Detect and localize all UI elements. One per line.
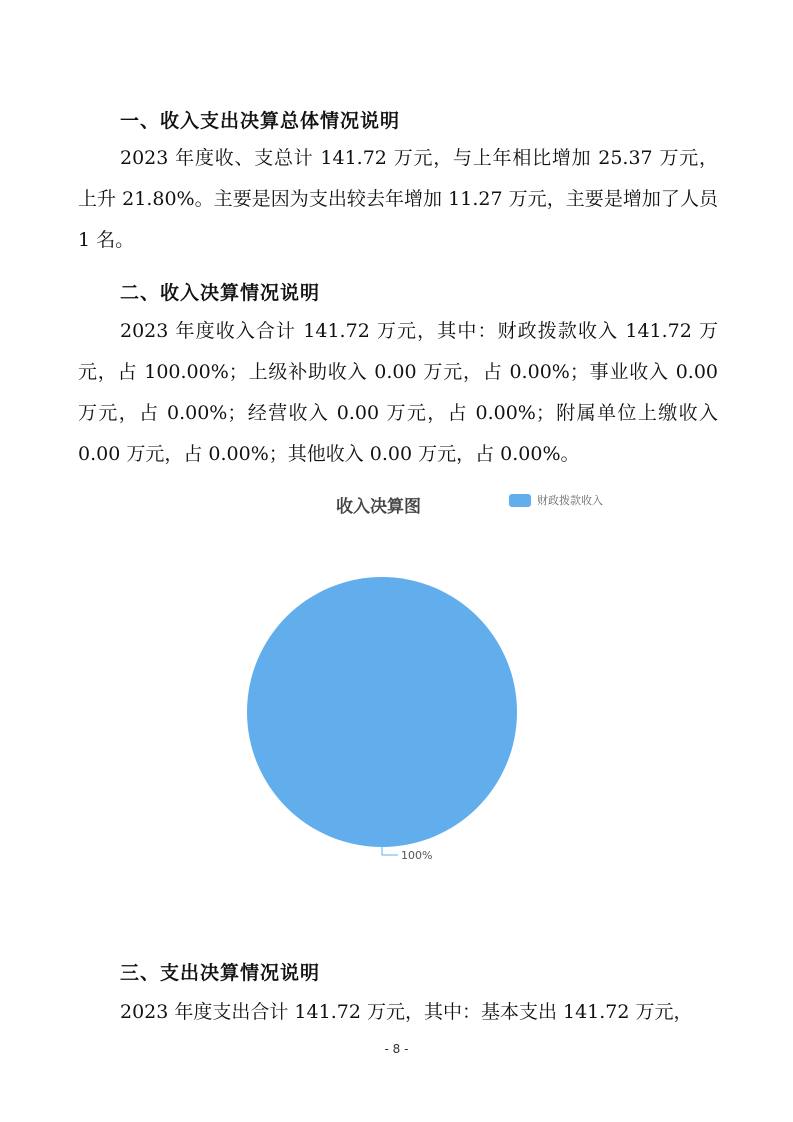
- section1-paragraph: 2023 年度收、支总计 141.72 万元，与上年相比增加 25.37 万元，上升 21.80%。主要是因为支出较去年增加 11.27 万元，主要是增加了人员 1 名。: [78, 147, 718, 251]
- legend-swatch: [509, 494, 531, 507]
- section3-paragraph: 2023 年度支出合计 141.72 万元，其中：基本支出 141.72 万元，: [120, 1001, 693, 1023]
- chart-title: 收入决算图: [336, 497, 421, 517]
- pie-leader-line: [382, 847, 398, 855]
- income-pie-chart: [230, 482, 650, 882]
- pie-chart-svg: [230, 482, 650, 882]
- pie-slice: [247, 577, 517, 847]
- chart-legend: [509, 492, 603, 508]
- page-number: - 8 -: [384, 1042, 409, 1056]
- legend-label: 财政拨款收入: [537, 494, 603, 507]
- section2-paragraph: 2023 年度收入合计 141.72 万元，其中：财政拨款收入 141.72 万元，占 100.00%；上级补助收入 0.00 万元，占 0.00%；事业收入 0.00 万元，占 0.00%；经营收入 0.00 万元，占 0.00%；附属单位上缴收入 0.00 万元，占 0.00%；其他收入 0.00 万元，占 0.00%。: [78, 320, 718, 465]
- pie-data-label: 100%: [401, 849, 433, 862]
- section3-heading: 三、支出决算情况说明: [120, 962, 321, 984]
- section1-heading: 一、收入支出决算总体情况说明: [120, 110, 401, 132]
- section2-heading: 二、收入决算情况说明: [120, 282, 321, 304]
